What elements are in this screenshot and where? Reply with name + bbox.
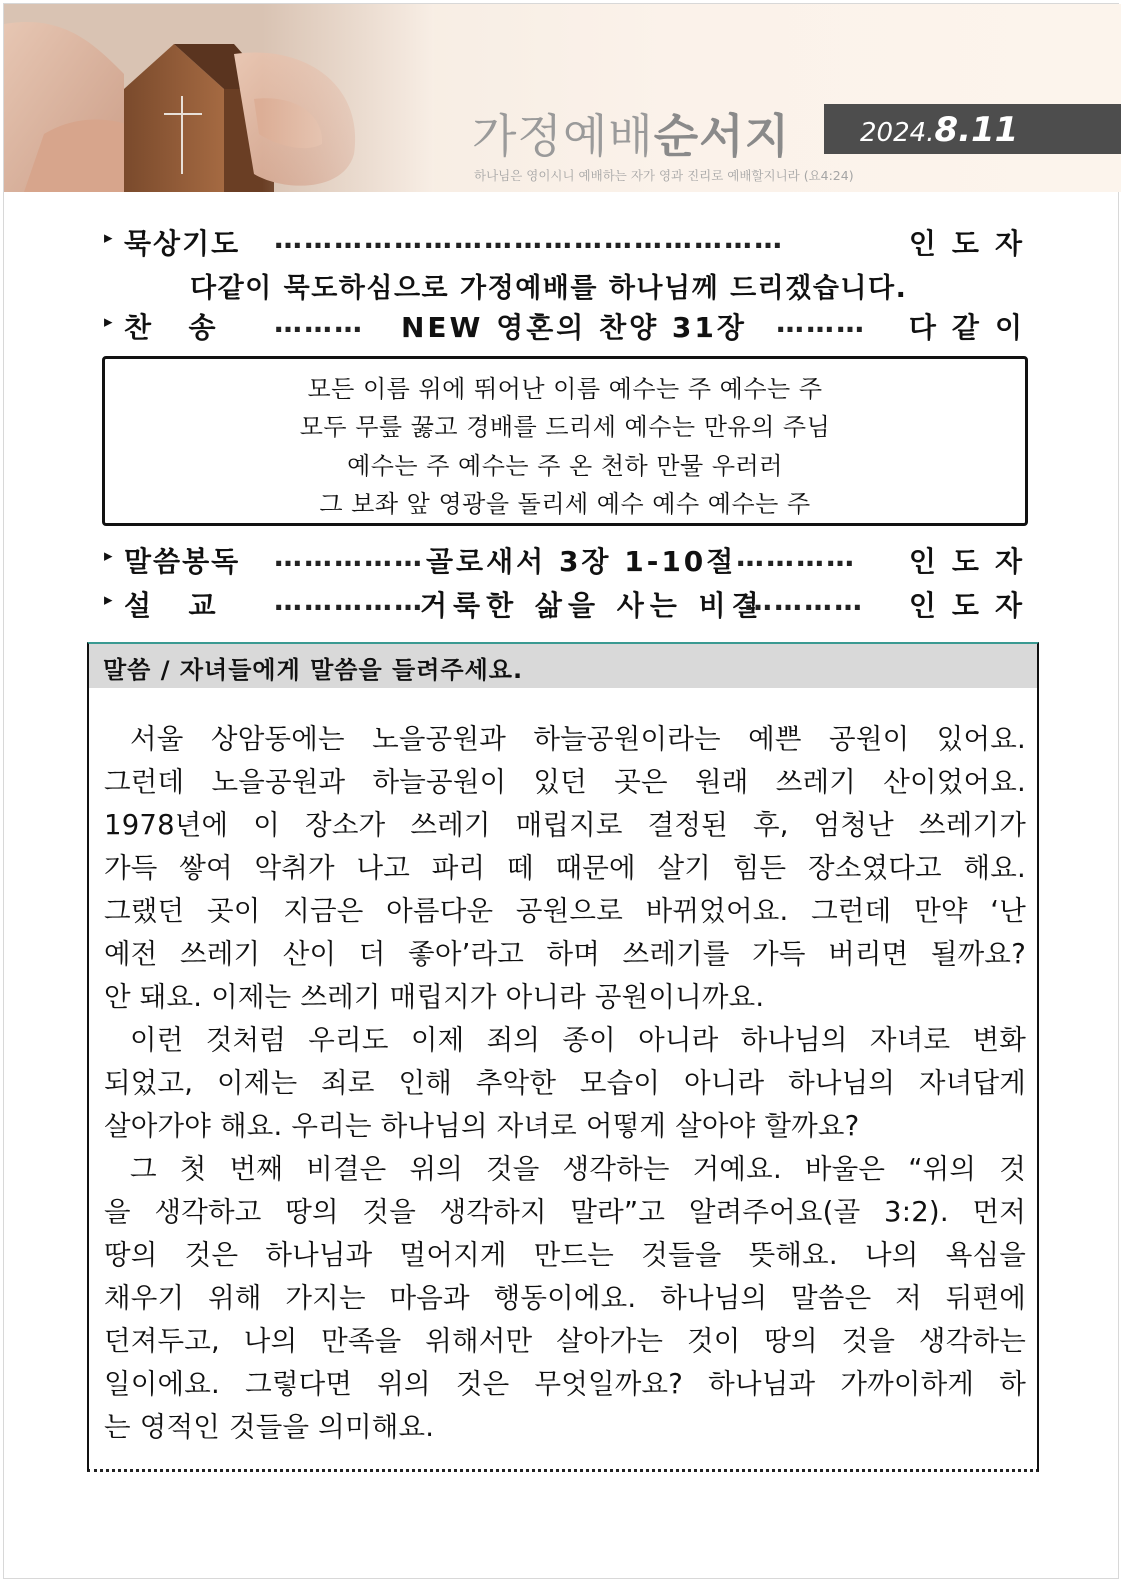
order-item-reading: ▸ 말씀봉독 …………… 골로새서 3장 1-10절 ………… 인도자 [104, 540, 1038, 578]
message-line: 채우기 위해 가지는 마음과 행동이에요. 하나님의 말씀은 저 뒤편에 [104, 1282, 1026, 1314]
header-banner [4, 4, 1121, 192]
message-line: 는 영적인 것들을 의미해요. [104, 1411, 435, 1443]
order-item-sermon: ▸ 설 교 …………… 거룩한 삶을 사는 비결 ………… 인도자 [104, 584, 1038, 622]
hymn-lyrics-box [102, 356, 1028, 526]
message-line: 되었고, 이제는 죄로 인해 추악한 모습이 아니라 하나님의 자녀답게 [104, 1067, 1026, 1099]
bullet-triangle-icon: ▸ [104, 228, 113, 248]
message-line: 땅의 것은 하나님과 멀어지게 만드는 것들을 뜻해요. 나의 욕심을 [104, 1239, 1026, 1271]
message-line: 가득 쌓여 악취가 나고 파리 떼 때문에 살기 힘든 장소였다고 해요. [104, 852, 1026, 884]
message-line: 던져두고, 나의 만족을 위해서만 살아가는 것이 땅의 것을 생각하는 [104, 1325, 1026, 1357]
message-line: 그런데 노을공원과 하늘공원이 있던 곳은 원래 쓰레기 산이었어요. [104, 766, 1026, 798]
message-box [87, 642, 1039, 1472]
message-line: 그 첫 번째 비결은 위의 것을 생각하는 거예요. 바울은 “위의 것 [130, 1153, 1026, 1185]
order-item-prayer: ▸ 묵상기도 …………………………………………… 인도자 [104, 222, 1038, 260]
message-line: 1978년에 이 장소가 쓰레기 매립지로 결정된 후, 엄청난 쓰레기가 [104, 809, 1026, 841]
date-month-day: 8.11 [934, 110, 1019, 150]
date-year: 2024. [860, 118, 935, 148]
lyric-line: 모두 무릎 꿇고 경배를 드리세 예수는 만유의 주님 [299, 413, 831, 441]
scripture-reference: 골로새서 3장 1-10절 [426, 545, 737, 578]
bullet-triangle-icon: ▸ [104, 546, 113, 566]
message-heading: 말씀 / 자녀들에게 말씀을 들려주세요. [103, 656, 524, 684]
intro-sentence: 다같이 묵도하심으로 가정예배를 하나님께 드리겠습니다. [190, 273, 908, 304]
lyric-line: 예수는 주 예수는 주 온 천하 만물 우러러 [347, 452, 783, 480]
lyric-line: 그 보좌 앞 영광을 돌리세 예수 예수 예수는 주 [319, 490, 811, 518]
message-body [104, 718, 1026, 1449]
message-line: 을 생각하고 땅의 것을 생각하지 말라”고 알려주어요(골 3:2). 먼저 [104, 1196, 1026, 1228]
message-line: 예전 쓰레기 산이 더 좋아’라고 하며 쓰레기를 가득 버리면 될까요? [104, 938, 1026, 970]
message-line: 서울 상암동에는 노을공원과 하늘공원이라는 예쁜 공원이 있어요. [130, 723, 1026, 755]
date-badge [824, 104, 1121, 154]
theme-verse: 하나님은 영이시니 예배하는 자가 영과 진리로 예배할지니라 (요4:24) [474, 168, 854, 183]
bullet-triangle-icon: ▸ [104, 312, 113, 332]
message-line: 일이에요. 그렇다면 위의 것은 무엇일까요? 하나님과 가까이하게 하 [104, 1368, 1026, 1400]
message-line: 그랬던 곳이 지금은 아름다운 공원으로 바뀌었어요. 그런데 만약 ‘난 [104, 895, 1026, 927]
bullet-triangle-icon: ▸ [104, 590, 113, 610]
sermon-title: 거룩한 삶을 사는 비결 [420, 589, 765, 622]
page-title: 가정예배순서지 [472, 109, 791, 163]
message-header [89, 644, 1037, 688]
hands-house-illustration [4, 4, 434, 192]
order-item-hymn: ▸ 찬 송 ……… NEW 영혼의 찬양 31장 ……… 다같이 [104, 306, 1038, 344]
message-line: 안 돼요. 이제는 쓰레기 매립지가 아니라 공원이니까요. [104, 981, 765, 1013]
hymn-title: NEW 영혼의 찬양 31장 [401, 311, 747, 344]
message-line: 이런 것처럼 우리도 이제 죄의 종이 아니라 하나님의 자녀로 변화 [130, 1024, 1026, 1056]
lyric-line: 모든 이름 위에 뛰어난 이름 예수는 주 예수는 주 [307, 375, 823, 403]
message-line: 살아가야 해요. 우리는 하나님의 자녀로 어떻게 살아야 할까요? [104, 1110, 860, 1142]
